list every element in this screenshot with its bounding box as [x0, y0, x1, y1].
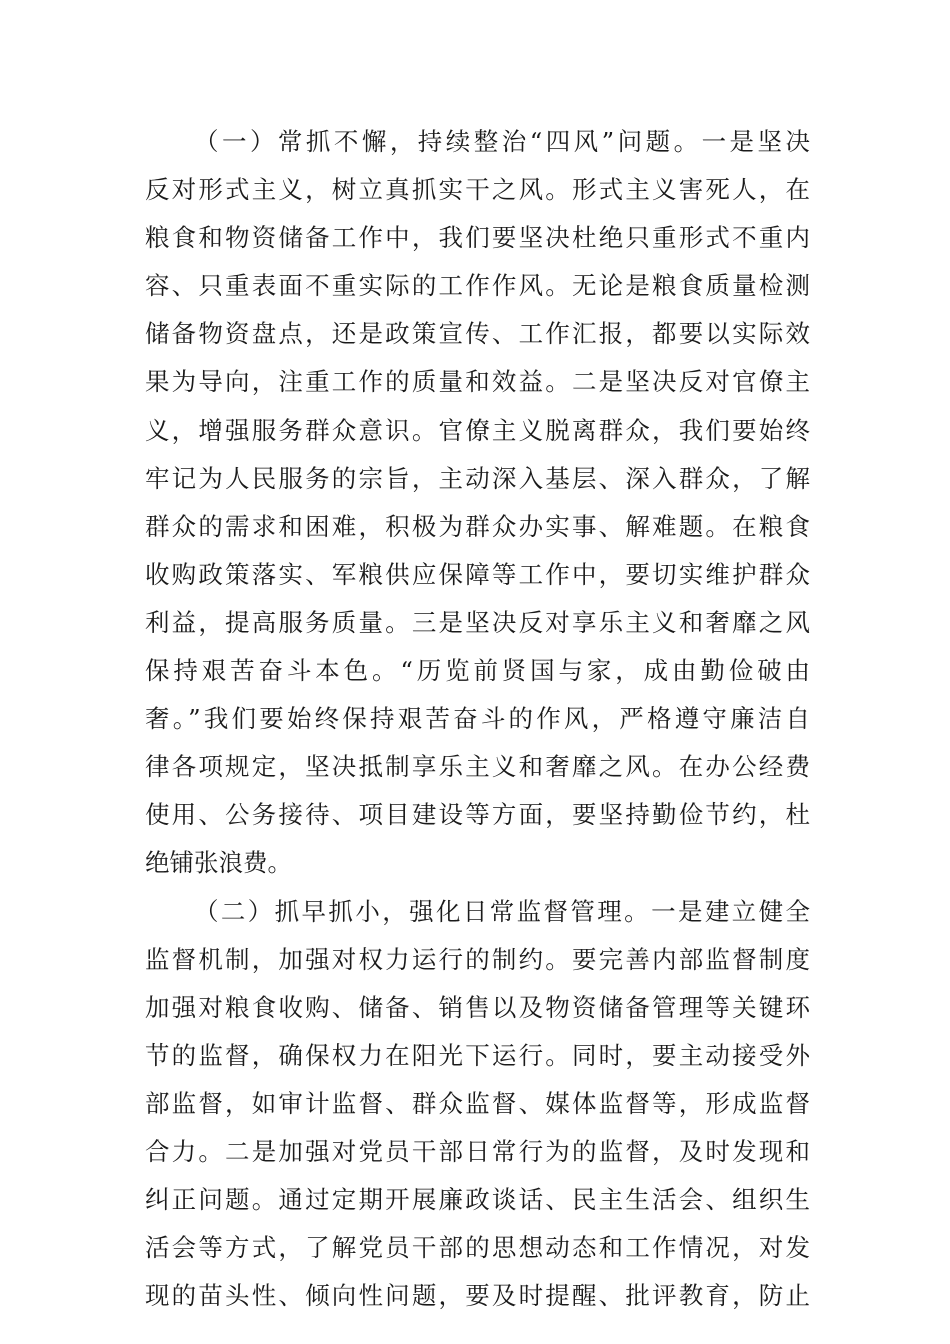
paragraph-2-line: 加强对粮食收购、储备、销售以及物资储备管理等关键环 [145, 992, 810, 1022]
paragraph-1-line: 粮食和物资储备工作中，我们要坚决杜绝只重形式不重内 [145, 223, 810, 253]
paragraph-1-line: 义，增强服务群众意识。官僚主义脱离群众，我们要始终 [145, 415, 810, 445]
paragraph-2-line: 活会等方式，了解党员干部的思想动态和工作情况，对发 [145, 1233, 810, 1263]
paragraph-1-line: 容、只重表面不重实际的工作作风。无论是粮食质量检测 [145, 271, 810, 301]
paragraph-1-line: 使用、公务接待、项目建设等方面，要坚持勤俭节约，杜 [145, 800, 810, 830]
paragraph-1-line: 收购政策落实、军粮供应保障等工作中，要切实维护群众 [145, 559, 810, 589]
paragraph-2-line: 监督机制，加强对权力运行的制约。要完善内部监督制度 [145, 944, 810, 974]
paragraph-2-line: 节的监督，确保权力在阳光下运行。同时，要主动接受外 [145, 1040, 810, 1070]
paragraph-1-line: 律各项规定，坚决抵制享乐主义和奢靡之风。在办公经费 [145, 752, 810, 782]
paragraph-2-line: 现的苗头性、倾向性问题，要及时提醒、批评教育，防止 [145, 1281, 810, 1311]
paragraph-1-line: 反对形式主义，树立真抓实干之风。形式主义害死人，在 [145, 175, 810, 205]
paragraph-1-line: 绝铺张浪费。 [145, 848, 292, 878]
body-text [145, 118, 810, 1320]
paragraph-1-line: 保持艰苦奋斗本色。“历览前贤国与家，成由勤俭破由 [145, 656, 810, 686]
paragraph-2-line: 部监督，如审计监督、群众监督、媒体监督等，形成监督 [145, 1088, 810, 1118]
paragraph-1-line: 奢。”我们要始终保持艰苦奋斗的作风，严格遵守廉洁自 [145, 704, 810, 734]
paragraph-2-line: 合力。二是加强对党员干部日常行为的监督，及时发现和 [145, 1136, 810, 1166]
paragraph-1-line: 牢记为人民服务的宗旨，主动深入基层、深入群众，了解 [145, 463, 810, 493]
paragraph-2-line: 纠正问题。通过定期开展廉政谈话、民主生活会、组织生 [145, 1185, 810, 1215]
paragraph-1-line: 果为导向，注重工作的质量和效益。二是坚决反对官僚主 [145, 367, 810, 397]
paragraph-1-line: （一）常抓不懈，持续整治“四风”问题。一是坚决 [194, 127, 810, 156]
paragraph-1-line: 储备物资盘点，还是政策宣传、工作汇报，都要以实际效 [145, 319, 810, 349]
paragraph-1-line: 利益，提高服务质量。三是坚决反对享乐主义和奢靡之风 [145, 607, 810, 637]
paragraph-2-line: （二）抓早抓小，强化日常监督管理。一是建立健全 [194, 896, 810, 926]
paragraph-1-line: 群众的需求和困难，积极为群众办实事、解难题。在粮食 [145, 511, 810, 541]
